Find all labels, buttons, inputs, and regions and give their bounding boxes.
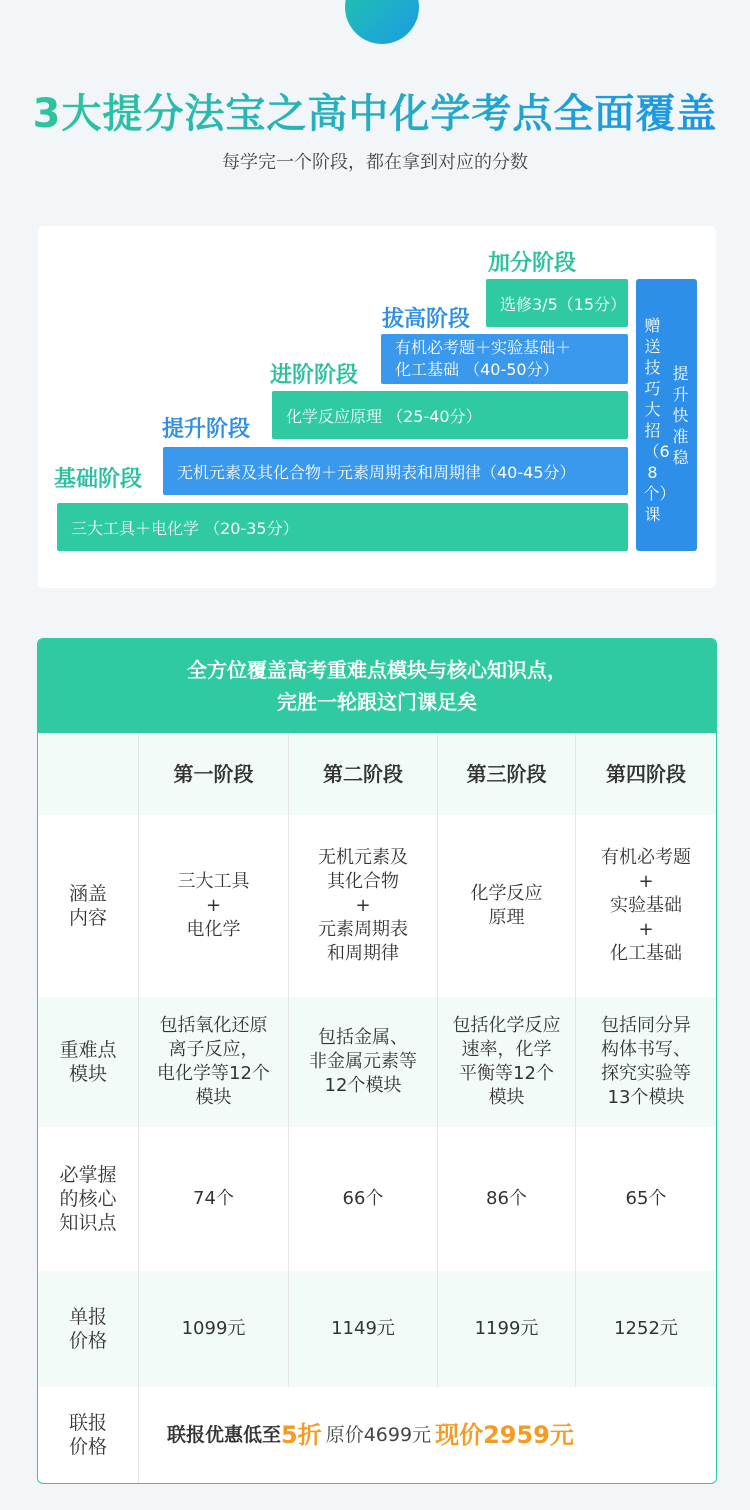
table-corner-cell: [38, 733, 139, 815]
table-cell: 包括金属、 非金属元素等 12个模块: [289, 997, 438, 1127]
table-header-line2: 完胜一轮跟这门课足矣: [277, 690, 477, 714]
stage-bar-basic: 三大工具＋电化学 （20-35分）: [57, 503, 628, 551]
stage-title-bonus: 加分阶段: [488, 251, 577, 276]
table-cell: 包括化学反应 速率，化学 平衡等12个 模块: [438, 997, 576, 1127]
table-cell: 三大工具 + 电化学: [139, 815, 289, 997]
stage-stairs-card: [38, 226, 716, 588]
table-cell-price: 1199元: [438, 1271, 576, 1387]
table-cell: 66个: [289, 1127, 438, 1271]
table-cell: 包括同分异 构体书写、 探究实验等 13个模块: [576, 997, 716, 1127]
bundle-original-price: 原价4699元: [325, 1424, 432, 1446]
bonus-course-text: 赠送技巧大招（68个）课: [643, 316, 676, 524]
table-cell: 86个: [438, 1127, 576, 1271]
top-decoration-circle: [345, 0, 419, 44]
column-header-stage3: 第三阶段: [438, 733, 576, 815]
stage-title-basic: 基础阶段: [54, 467, 143, 492]
stage-title-advance: 进阶阶段: [270, 363, 359, 388]
bundle-price-cell: [139, 1387, 716, 1483]
bonus-course-panel: [636, 279, 697, 551]
table-cell-price: 1149元: [289, 1271, 438, 1387]
column-header-stage4: 第四阶段: [576, 733, 716, 815]
stage-bar-elevate-line2: 化工基础 （40-50分）: [395, 360, 559, 379]
table-cell: 有机必考题 + 实验基础 + 化工基础: [601, 847, 691, 964]
stage-bar-improve: 无机元素及其化合物＋元素周期表和周期律（40-45分）: [163, 447, 628, 495]
bundle-current-price: 现价2959元: [435, 1421, 574, 1449]
row-label-modules: 重难点 模块: [38, 997, 139, 1127]
table-header-line1: 全方位覆盖高考重难点模块与核心知识点，: [187, 658, 567, 682]
bundle-discount: 5折: [281, 1421, 322, 1449]
stage-bar-bonus: 选修3/5（15分）: [486, 279, 628, 327]
table-cell-price: 1099元: [139, 1271, 289, 1387]
row-label-content: 涵盖 内容: [38, 815, 139, 997]
table-cell: 包括氧化还原 离子反应， 电化学等12个 模块: [139, 997, 289, 1127]
bonus-slogan-text: 提升快准稳: [672, 364, 689, 467]
bundle-text: 联报优惠低至: [167, 1424, 282, 1446]
table-cell: 74个: [139, 1127, 289, 1271]
stage-title-elevate: 拔高阶段: [382, 307, 471, 332]
stage-title-improve: 提升阶段: [162, 417, 251, 442]
row-label-knowledge-points: 必掌握 的核心 知识点: [38, 1127, 139, 1271]
row-label-bundle-price: 联报 价格: [38, 1387, 139, 1483]
table-cell-price: 1252元: [576, 1271, 716, 1387]
table-header: [38, 639, 716, 733]
table-grid: [38, 733, 716, 1483]
column-header-stage1: 第一阶段: [139, 733, 289, 815]
page-title: 3大提分法宝之高中化学考点全面覆盖: [32, 91, 718, 137]
stage-bar-elevate: [381, 334, 628, 384]
row-label-single-price: 单报 价格: [38, 1271, 139, 1387]
column-header-stage2: 第二阶段: [289, 733, 438, 815]
table-cell: 无机元素及 其化合物 + 元素周期表 和周期律: [289, 815, 438, 997]
stage-bar-elevate-line1: 有机必考题＋实验基础＋: [395, 338, 572, 357]
stage-bar-advance: 化学反应原理 （25-40分）: [272, 391, 628, 439]
course-stage-table: [37, 638, 717, 1484]
table-cell: 65个: [625, 1188, 667, 1209]
page-subtitle: 每学完一个阶段，都在拿到对应的分数: [222, 152, 528, 173]
table-cell: 化学反应 原理: [438, 815, 576, 997]
